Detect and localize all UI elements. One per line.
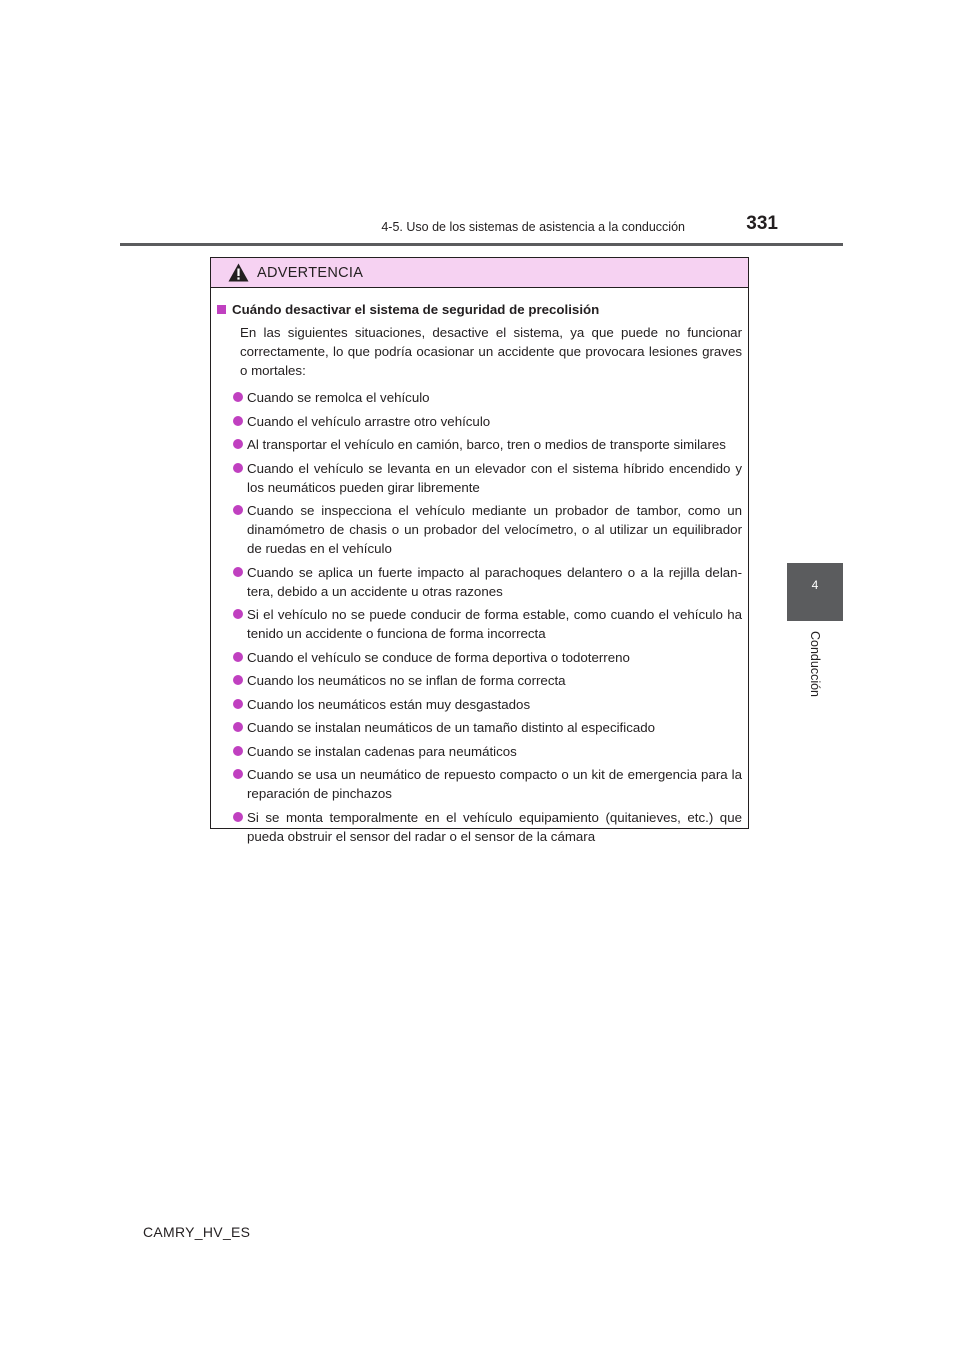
- list-item-text: Cuando se instalan cadenas para neumáticos: [247, 743, 517, 759]
- list-item: [217, 648, 742, 667]
- warning-list: [217, 388, 742, 846]
- list-item: [217, 388, 742, 407]
- page-number: 331: [746, 213, 778, 234]
- warning-title: ADVERTENCIA: [257, 264, 364, 281]
- list-item: [217, 671, 742, 690]
- list-item-text: Cuando los neumáticos están muy desgastados: [247, 696, 531, 712]
- list-item-text: Cuando el vehículo se levanta en un elevador con el sistema híbrido encendido y los neumáticos pueden girar libremente: [247, 460, 742, 495]
- list-item-text: Cuando se inspecciona el vehículo mediante un probador de tambor, como un dinamómetro de chasis o un probador del velocímetro, o al utilizar un equilibrador de ruedas en el vehículo: [247, 503, 742, 556]
- warning-body: [211, 288, 748, 846]
- warning-subheading: [217, 300, 742, 319]
- list-item: [217, 412, 742, 431]
- circle-bullet-icon: [233, 746, 243, 756]
- circle-bullet-icon: [233, 652, 243, 662]
- list-item: [217, 459, 742, 497]
- list-item: [217, 435, 742, 454]
- warning-box: [210, 257, 749, 844]
- list-item-text: Si el vehículo no se puede conducir de forma estable, como cuando el vehículo ha tenido un accidente o funciona de forma incorrecta: [247, 607, 742, 641]
- document-code: CAMRY_HV_ES: [143, 1224, 251, 1240]
- circle-bullet-icon: [233, 699, 243, 709]
- list-item-text: Cuando el vehículo arrastre otro vehículo: [247, 413, 491, 429]
- list-item-text: Cuando se usa un neumático de repuesto compacto o un kit de emergencia para la reparación de pinchazos: [247, 767, 742, 801]
- warning-triangle-icon: [228, 263, 249, 282]
- list-item: [217, 605, 742, 643]
- circle-bullet-icon: [233, 416, 243, 426]
- circle-bullet-icon: [233, 505, 243, 515]
- warning-header: [211, 258, 748, 288]
- circle-bullet-icon: [233, 675, 243, 685]
- list-item: [217, 718, 742, 737]
- list-item: [217, 765, 742, 803]
- section-title: 4-5. Uso de los sistemas de asistencia a la conducción: [381, 220, 685, 234]
- circle-bullet-icon: [233, 463, 243, 473]
- list-item: [217, 742, 742, 761]
- list-item: [217, 563, 742, 601]
- list-item: [217, 695, 742, 714]
- list-item-text: Cuando se aplica un fuerte impacto al parachoques delantero o a la rejilla delan-tera, debido a un accidente u otras razones: [247, 564, 742, 599]
- list-item-text: Si se monta temporalmente en el vehículo equipamiento (quitanieves, etc.) que pueda obstruir el sensor del radar o el sensor de la cámara: [247, 809, 742, 844]
- list-item-text: Cuando se instalan neumáticos de un tamaño distinto al especificado: [247, 720, 656, 735]
- header-divider: [120, 243, 843, 246]
- list-item-text: Cuando se remolca el vehículo: [247, 390, 430, 405]
- chapter-title: Conducción: [808, 630, 822, 698]
- square-bullet-icon: [217, 305, 226, 314]
- list-item: [217, 808, 742, 846]
- circle-bullet-icon: [233, 722, 243, 732]
- circle-bullet-icon: [233, 439, 243, 449]
- circle-bullet-icon: [233, 392, 243, 402]
- circle-bullet-icon: [233, 769, 243, 779]
- list-item-text: Cuando el vehículo se conduce de forma deportiva o todoterreno: [247, 649, 630, 665]
- circle-bullet-icon: [233, 812, 243, 822]
- list-item: [217, 501, 742, 558]
- subheading-text: Cuándo desactivar el sistema de seguridad de precolisión: [232, 302, 600, 317]
- list-item-text: Al transportar el vehículo en camión, barco, tren o medios de transporte similares: [247, 437, 726, 452]
- chapter-tab: 4: [787, 563, 843, 621]
- warning-intro: En las siguientes situaciones, desactive el sistema, ya que puede no funcionar correctamente, lo que podría ocasionar un accidente que provocara lesiones graves o mortales:: [240, 325, 742, 378]
- circle-bullet-icon: [233, 567, 243, 577]
- circle-bullet-icon: [233, 609, 243, 619]
- list-item-text: Cuando los neumáticos no se inflan de forma correcta: [247, 673, 566, 688]
